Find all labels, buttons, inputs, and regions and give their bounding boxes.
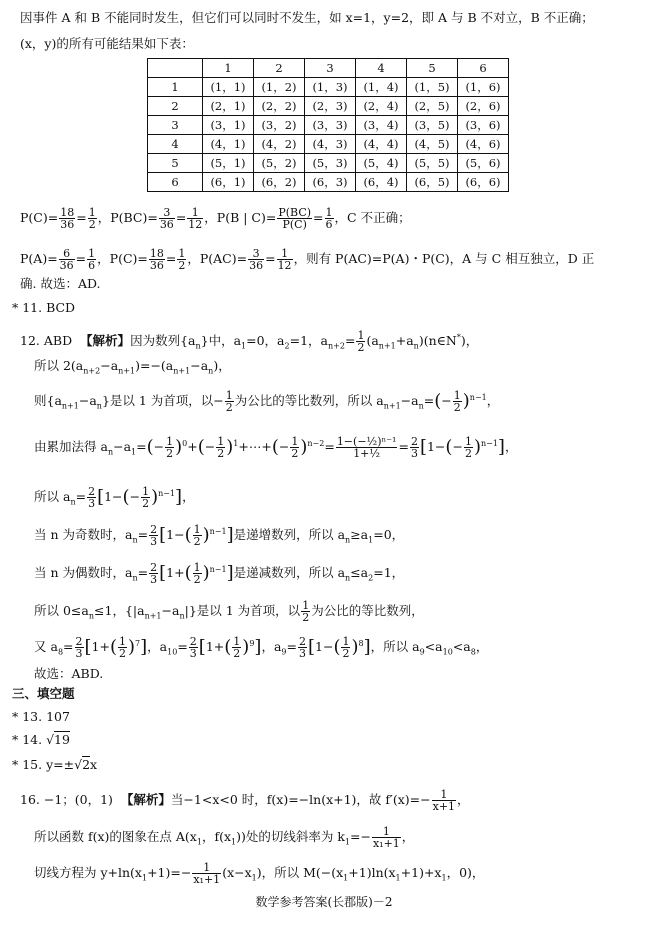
fraction: $\frac{1}{2}$ bbox=[302, 599, 310, 624]
fraction: $\frac{1}{x+1}$ bbox=[432, 788, 456, 813]
table-cell: 6 bbox=[148, 173, 203, 192]
fraction: $\frac{2}{3}$ bbox=[410, 435, 418, 461]
table-cell: (5，4) bbox=[356, 154, 407, 173]
fraction: $\frac{1}{2}$ bbox=[88, 206, 96, 231]
table-cell: (2，3) bbox=[305, 97, 356, 116]
fraction: $\frac{P(BC)}{P(C)}$ bbox=[278, 206, 312, 231]
answer-12-line-2: 所以 $2(a_{n+2}-a_{n+1})=-(a_{n+1}-a_n)$， bbox=[34, 358, 231, 376]
table-cell: (4，3) bbox=[305, 135, 356, 154]
table-cell: (1，2) bbox=[254, 78, 305, 97]
table-cell: (5，6) bbox=[458, 154, 509, 173]
table-cell: (2，6) bbox=[458, 97, 509, 116]
answer-12-line-5: 所以 $a_n=$ $\frac{2}{3}$ [1−(− $\frac{1}{2}$ )$^{n-1}$]， bbox=[34, 485, 195, 511]
table-cell: (4，6) bbox=[458, 135, 509, 154]
probability-line-2: P(A)= $\frac{6}{36}$ = $\frac{1}{6}$ ，P(C)= $\frac{18}{36}$ = $\frac{1}{2}$ ，P(AC)= $\frac{3}{36}$ = $\frac{1}{12}$ ，则有 P(AC)=P(A)・P(C)，A 与 C 相互独立，D 正 bbox=[20, 247, 595, 272]
answer-12-line-3: 则$\{a_{n+1}-a_n\}$是以 1 为首项，以− $\frac{1}{2}$ 为公比的等比数列，所以 $a_{n+1}-a_n=(-$ $\frac{1}{2}$ )$^{n-1}$， bbox=[34, 389, 500, 415]
table-cell: 4 bbox=[148, 135, 203, 154]
table-cell: (6，1) bbox=[203, 173, 254, 192]
table-cell: (4，5) bbox=[407, 135, 458, 154]
fraction: $\frac{1}{2}$ bbox=[178, 247, 186, 272]
table-cell: (1，4) bbox=[356, 78, 407, 97]
answer-13: * 13. 107 bbox=[12, 709, 70, 724]
table-row bbox=[148, 116, 509, 135]
table-cell: (6，3) bbox=[305, 173, 356, 192]
table-cell: (1，5) bbox=[407, 78, 458, 97]
answer-15: * 15. y=±√2x bbox=[12, 757, 98, 772]
table-cell: 5 bbox=[148, 154, 203, 173]
table-row bbox=[148, 154, 509, 173]
table-cell: (5，3) bbox=[305, 154, 356, 173]
table-cell: (4，2) bbox=[254, 135, 305, 154]
table-cell: 5 bbox=[407, 59, 458, 78]
fraction: $\frac{1}{12}$ bbox=[188, 206, 203, 231]
intro-line-1: 因事件 A 和 B 不能同时发生，但它们可以同时不发生，如 x=1，y=2，即 A 与 B 不对立，B 不正确； bbox=[20, 10, 594, 25]
table-cell: (5，2) bbox=[254, 154, 305, 173]
fraction: $\frac{18}{36}$ bbox=[60, 206, 75, 231]
table-cell: (4，4) bbox=[356, 135, 407, 154]
page-footer: 数学参考答案(长郡版)－2 bbox=[255, 895, 393, 909]
table-cell: (6，5) bbox=[407, 173, 458, 192]
fraction: $\frac{6}{36}$ bbox=[59, 247, 74, 272]
table-cell bbox=[148, 59, 203, 78]
table-cell: (2，1) bbox=[203, 97, 254, 116]
table-row bbox=[148, 97, 509, 116]
table-cell: (2，4) bbox=[356, 97, 407, 116]
fraction: $\frac{1}{6}$ bbox=[325, 206, 333, 231]
table-cell: 2 bbox=[148, 97, 203, 116]
table-cell: (3，2) bbox=[254, 116, 305, 135]
table-cell: (5，1) bbox=[203, 154, 254, 173]
probability-line-1: P(C)= $\frac{18}{36}$ = $\frac{1}{2}$ ，P(BC)= $\frac{3}{36}$ = $\frac{1}{12}$ ，P(B | C)= $\frac{P(BC)}{P(C)}$ = $\frac{1}{6}$ ，C 不正确； bbox=[20, 206, 411, 231]
fraction: $\frac{1}{12}$ bbox=[277, 247, 292, 272]
table-cell: 2 bbox=[254, 59, 305, 78]
table-cell: 6 bbox=[458, 59, 509, 78]
table-row bbox=[148, 173, 509, 192]
answer-12-line-4: 由累加法得 $a_n-a_1=(-$ $\frac{1}{2}$ )$^0$+(− $\frac{1}{2}$ )$^1$+⋯+(− $\frac{1}{2}$ )$^{n-2}$= $\frac{\text{1−(−½)ⁿ⁻¹}}{\text{1+½}}$ = $\frac{2}{3}$ [1−(− $\frac{1}{2}$ )$^{n-1}$]， bbox=[34, 435, 518, 461]
fraction: $\frac{1}{2}$ bbox=[357, 329, 365, 355]
table-cell: 3 bbox=[305, 59, 356, 78]
fraction: $\frac{2}{3}$ bbox=[150, 561, 158, 587]
section-fill-in-heading: 三、填空题 bbox=[12, 686, 75, 701]
table-cell: 3 bbox=[148, 116, 203, 135]
fraction: $\frac{3}{36}$ bbox=[249, 247, 264, 272]
answer-12-line-9: 又 $a_8=$ $\frac{2}{3}$ [1+( $\frac{1}{2}$ )$^7$]，$a_{10}=$ $\frac{2}{3}$ [1+( $\frac{1}{2}$ )$^9$]，$a_9=$ $\frac{2}{3}$ [1−( $\frac{1}{2}$ )$^8$]，所以 $a_9<a_{10}<a_8$， bbox=[34, 635, 489, 661]
table-row bbox=[148, 135, 509, 154]
intro-line-2: (x，y)的所有可能结果如下表： bbox=[20, 36, 194, 51]
fraction: $\frac{2}{3}$ bbox=[88, 485, 96, 511]
answer-12-conclusion: 故选：ABD. bbox=[34, 666, 104, 681]
outcome-table bbox=[147, 58, 509, 192]
answer-12-line-8: 所以 $0\le a_n\le 1$，$\{|a_{n+1}-a_n|\}$是以 1 为首项，以 $\frac{1}{2}$ 为公比的等比数列， bbox=[34, 599, 424, 624]
table-cell: (1，3) bbox=[305, 78, 356, 97]
text: P(C)= bbox=[20, 210, 59, 225]
table-cell: (2，5) bbox=[407, 97, 458, 116]
table-header-row bbox=[148, 59, 509, 78]
table-cell: (6，6) bbox=[458, 173, 509, 192]
table-cell: (3，5) bbox=[407, 116, 458, 135]
answer-11: * 11. BCD bbox=[12, 300, 76, 315]
table-cell: (6，4) bbox=[356, 173, 407, 192]
table-cell: 1 bbox=[148, 78, 203, 97]
answer-16-line-2: 所以函数 f(x)的图象在点 $A(x_1$，$f(x_1)$)处的切线斜率为 $k_1=-$ $\frac{1}{\text{x₁+1}}$ ， bbox=[34, 825, 415, 850]
table-cell: (2，2) bbox=[254, 97, 305, 116]
table-cell: (3，1) bbox=[203, 116, 254, 135]
table-cell: (3，6) bbox=[458, 116, 509, 135]
fraction: $\frac{\text{1−(−½)ⁿ⁻¹}}{\text{1+½}}$ bbox=[336, 435, 397, 461]
fraction: $\frac{1}{\text{x₁+1}}$ bbox=[193, 861, 221, 886]
table-cell: (1，6) bbox=[458, 78, 509, 97]
answer-16-line-1: 16. −1；(0，1) 【解析】当−1<x<0 时，f(x)=−ln(x+1)，故 f′(x)=− $\frac{1}{x+1}$ ， bbox=[20, 788, 470, 813]
table-cell: (3，3) bbox=[305, 116, 356, 135]
table-cell: (3，4) bbox=[356, 116, 407, 135]
answer-12-line-6: 当 n 为奇数时，$a_n=$ $\frac{2}{3}$ [1−( $\frac{1}{2}$ )$^{n-1}$]是递增数列，所以 $a_n\ge a_1=0$， bbox=[34, 523, 405, 549]
fraction: $\frac{1}{2}$ bbox=[225, 389, 233, 415]
table-cell: (1，1) bbox=[203, 78, 254, 97]
answer-16-line-3: 切线方程为 $y+\ln(x_1+1)=-$ $\frac{1}{\text{x₁+1}}$ $(x-x_1)$，所以 $M(-(x_1+1)\ln(x_1+1)+x_1$，0)， bbox=[34, 861, 485, 886]
fraction: $\frac{2}{3}$ bbox=[150, 523, 158, 549]
table-cell: 4 bbox=[356, 59, 407, 78]
fraction: $\frac{18}{36}$ bbox=[149, 247, 164, 272]
fraction: $\frac{3}{36}$ bbox=[159, 206, 174, 231]
table-cell: 1 bbox=[203, 59, 254, 78]
probability-line-3: 确. 故选：AD. bbox=[20, 276, 101, 291]
answer-12-line-7: 当 n 为偶数时，$a_n=$ $\frac{2}{3}$ [1+( $\frac{1}{2}$ )$^{n-1}$]是递减数列，所以 $a_n\le a_2=1$， bbox=[34, 561, 405, 587]
fraction: $\frac{1}{6}$ bbox=[88, 247, 96, 272]
table-cell: (6，2) bbox=[254, 173, 305, 192]
answer-12-line-1: 12. ABD 【解析】因为数列$\{a_n\}$中，$a_1=0$，$a_2=1$，$a_{n+2}=$ $\frac{1}{2}$ $(a_{n+1}+a_n)(n\in N^*)$， bbox=[20, 329, 479, 355]
answer-14: * 14. √19 bbox=[12, 732, 70, 747]
fraction: $\frac{1}{\text{x₁+1}}$ bbox=[372, 825, 400, 850]
table-row bbox=[148, 78, 509, 97]
table-cell: (4，1) bbox=[203, 135, 254, 154]
table-cell: (5，5) bbox=[407, 154, 458, 173]
